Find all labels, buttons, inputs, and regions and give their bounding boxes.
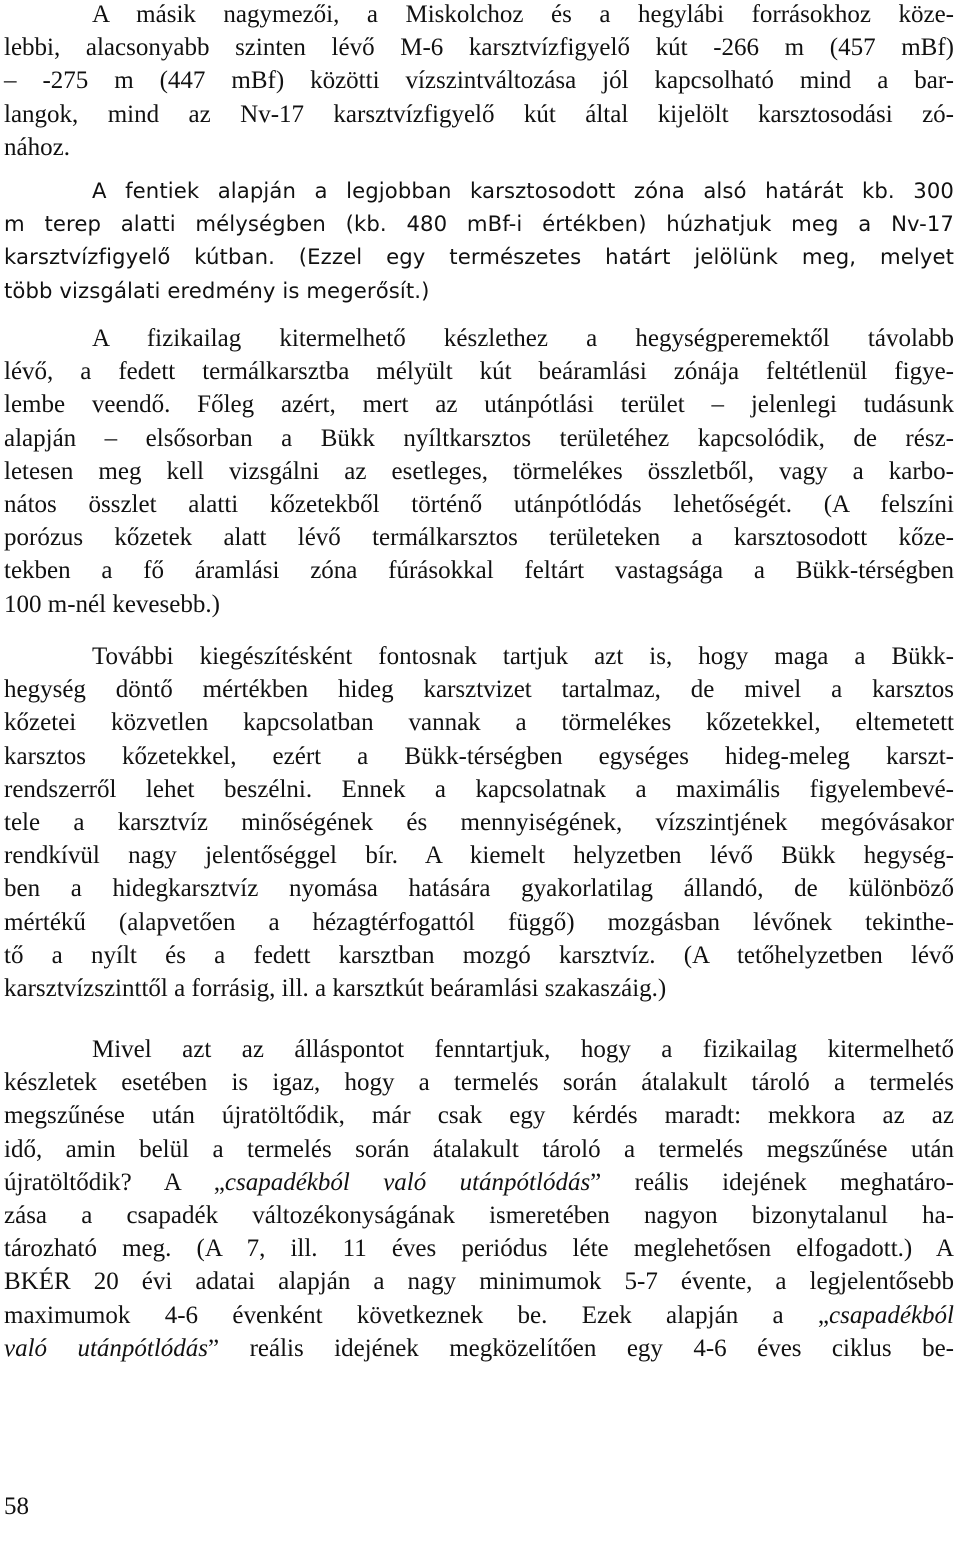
text-line: karsztvízszinttől a forrásig, ill. a karsztkút beáramlási szakaszáig.) (4, 974, 667, 1002)
text-line: langok, mind az Nv-17 karsztvízfigyelő kút által kijelölt karsztosodási zó- (4, 100, 954, 128)
text-line: ben a hidegkarsztvíz nyomása hatására gyakorlatilag állandó, de különböző (4, 875, 954, 903)
page-number: 58 (4, 1493, 29, 1520)
text-line: porózus kőzetek alatt lévő termálkarsztos területeken a karsztosodott kőze- (4, 524, 954, 552)
text-line: újratöltődik? A „csapadékból való utánpótlódás” reális idejének meghatáro- (4, 1168, 955, 1196)
text-line: való utánpótlódás” reális idejének megközelítően egy 4-6 éves ciklus be- (4, 1334, 954, 1362)
text-line: kőzetei közvetlen kapcsolatban vannak a törmelékes kőzetekkel, eltemetett (4, 709, 954, 737)
text-line: karsztos kőzetekkel, ezért a Bükk-térségben egységes hideg-meleg karszt- (4, 742, 954, 770)
text-line: m terep alatti mélységben (kb. 480 mBf-i értékben) húzhatjuk meg a Nv-17 (4, 211, 954, 237)
text-line: tározható meg. (A 7, ill. 11 éves periódus léte meglehetősen elfogadott.) A (4, 1235, 954, 1263)
text-line: – -275 m (447 mBf) közötti vízszintváltozása jól kapcsolható mind a bar- (4, 67, 954, 95)
text-line: mértékű (alapvetően a hézagtérfogattól függő) mozgásban lévőnek tekinthe- (4, 908, 954, 936)
text-line: A fentiek alapján a legjobban karsztosodott zóna alsó határát kb. 300 (92, 178, 954, 203)
text-line: készletek esetében is igaz, hogy a termelés során átalakult tároló a termelés (4, 1069, 954, 1097)
text-line: Mivel azt az álláspontot fenntartjuk, hogy a fizikailag kitermelhető (92, 1036, 954, 1063)
text-line: A fizikailag kitermelhető készlethez a hegységperemektől távolabb (92, 325, 954, 352)
text-line: letesen meg kell vizsgálni az esetleges, törmelékes összletből, vagy a karbo- (4, 457, 954, 485)
text-line: BKÉR 20 évi adatai alapján a nagy minimumok 5-7 évente, a legjelentősebb (4, 1268, 954, 1296)
text-line: 100 m-nél kevesebb.) (4, 590, 220, 618)
text-line: több vizsgálati eredmény is megerősít.) (4, 277, 430, 303)
text-line: rendszerről lehet beszélni. Ennek a kapcsolatnak a maximális figyelembevé- (4, 775, 954, 803)
text-line: hegység döntő mértékben hideg karsztvizet tartalmaz, de mivel a karsztos (4, 676, 954, 704)
text-line: nához. (4, 133, 70, 161)
paragraph-5 (4, 1033, 954, 1365)
text-line: rendkívül nagy jelentőséggel bír. A kiemelt helyzetben lévő Bükk hegység- (4, 842, 954, 870)
text-line: alapján – elsősorban a Bükk nyíltkarsztos területéhez kapcsolódik, de rész- (4, 424, 954, 452)
text-line: tekben a fő áramlási zóna fúrásokkal feltárt vastagsága a Bükk-térségben (4, 557, 954, 585)
text-line: nátos összlet alatti kőzetekből történő utánpótlódás lehetőségét. (A felszíni (4, 490, 954, 518)
text-line: lembe veendő. Főleg azért, mert az utánpótlási terület – jelenlegi tudásunk (4, 391, 954, 419)
text-line: karsztvízfigyelő kútban. (Ezzel egy természetes határt jelölünk meg, melyet (4, 244, 954, 270)
text-line: zása a csapadék változékonyságának ismeretében nagyon bizonytalanul ha- (4, 1201, 954, 1229)
text-line: lévő, a fedett termálkarsztba mélyült kút beáramlási zónája feltétlenül figye- (4, 358, 954, 386)
paragraph-2 (4, 174, 954, 307)
text-line: tele a karsztvíz minőségének és mennyiségének, vízszintjének megóvásakor (4, 808, 954, 836)
paragraph-3 (4, 322, 954, 621)
text-line: lebbi, alacsonyabb szinten lévő M-6 karsztvízfigyelő kút -266 m (457 mBf) (4, 34, 954, 62)
paragraph-1 (4, 0, 954, 164)
text-line: A másik nagymezői, a Miskolchoz és a hegylábi forrásokhoz köze- (92, 1, 954, 28)
text-line: További kiegészítésként fontosnak tartjuk azt is, hogy maga a Bükk- (92, 643, 954, 670)
text-line: tő a nyílt és a fedett karsztban mozgó karsztvíz. (A tetőhelyzetben lévő (4, 941, 954, 969)
text-line: maximumok 4-6 évenként következnek be. Ezek alapján a „csapadékból (4, 1301, 954, 1329)
text-line: megszűnése után újratöltődik, már csak egy kérdés maradt: mekkora az az (4, 1102, 954, 1130)
paragraph-4 (4, 640, 954, 1005)
text-line: idő, amin belül a termelés során átalakult tároló a termelés megszűnése után (4, 1135, 954, 1163)
